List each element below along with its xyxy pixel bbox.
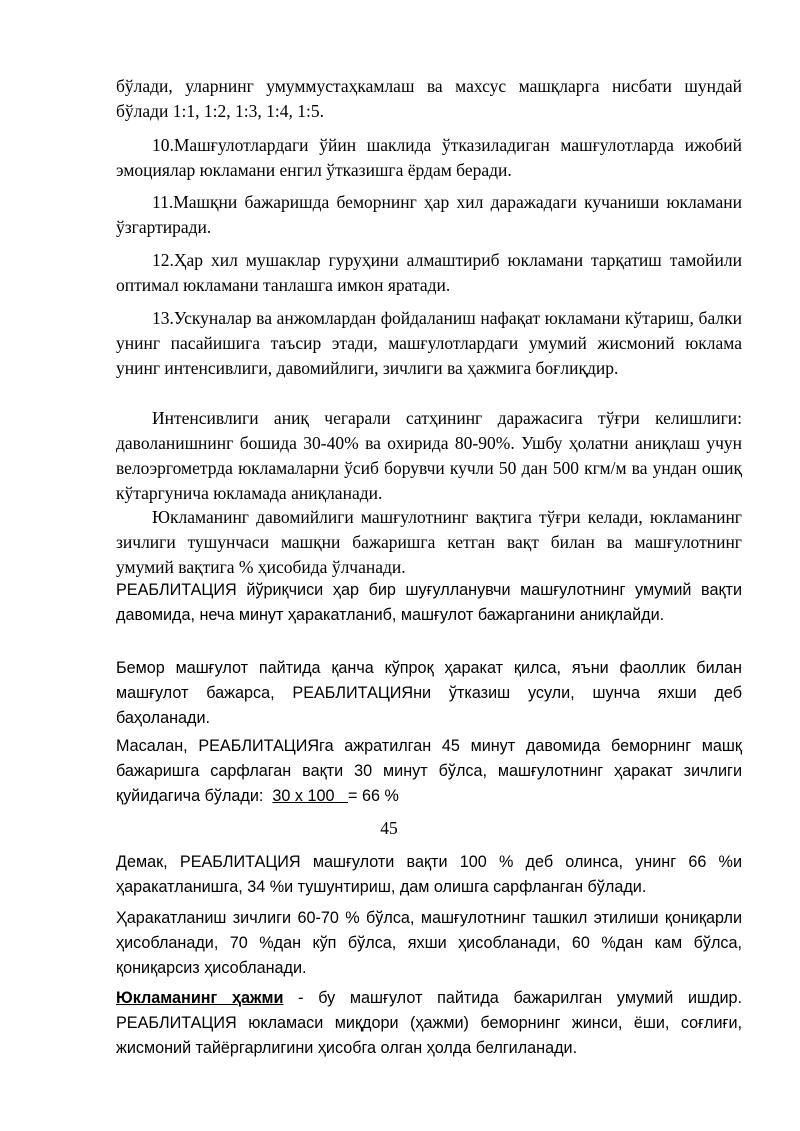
paragraph-item-11: 11.Машқни бажаришда беморнинг ҳар хил даражадаги кучаниши юкламани ўзгартиради. [116,192,742,237]
formula-numerator: 30 х 100 [272,787,335,805]
volume-term: Юкламанинг ҳажми [116,989,284,1007]
paragraph-movement-density: Ҳаракатланиш зичлиги 60-70 % бўлса, машғулотнинг ташкил этилиши қониқарли ҳисобланади, 70 %дан кўп бўлса, яхши ҳисобланади, 60 %дан кам бўлса, қониқарсиз ҳисобланади. [116,909,742,977]
formula-underline-gap [335,787,349,805]
volume-text: - бу машғулот пайтида бажарилган умумий ишдир. РЕАБЛИТАЦИЯ юкламаси миқдори (ҳажми) беморнинг жинси, ёши, соғлиғи, жисмоний тайёргарлигини ҳисобга олган ҳолда белгиланади. [116,989,742,1057]
paragraph-item-13: 13.Ускуналар ва анжомлардан фойдаланиш нафақат юкламани кўтариш, балки унинг пасайишига таъсир этади, машғулотлардаги умумий жисмоний юклама унинг интенсивлиги, давомийлиги, зичлиги ва ҳажмига боғлиқдир. [116,308,742,378]
example-text: Масалан, РЕАБЛИТАЦИЯга ажратилган 45 минут давомида беморнинг машқ бажаришга сарфлаган вақти 30 минут бўлса, машғулотнинг ҳаракат зичлиги қуйидагича бўлади: [116,737,742,805]
paragraph-ratio: бўлади, уларнинг умуммустаҳкамлаш ва махсус машқларга нисбати шундай бўлади 1:1, 1:2, 1:3, 1:4, 1:5. [116,76,742,121]
paragraph-thus: Демак, РЕАБЛИТАЦИЯ машғулоти вақти 100 % деб олинса, унинг 66 %и ҳаракатланишга, 34 %и тушунтириш, дам олишга сарфланган бўлади. [116,853,742,896]
paragraph-item-12: 12.Ҳар хил мушаклар гуруҳини алмаштириб юкламани тарқатиш тамойили оптимал юкламани танлашга имкон яратади. [116,250,742,295]
paragraph-rehab-leader: РЕАБЛИТАЦИЯ йўриқчиси ҳар бир шуғулланувчи машғулотнинг умумий вақти давомида, неча минут ҳаракатланиб, машғулот бажарганини аниқлайди. [116,581,742,624]
formula-denominator: 45 [380,818,398,838]
paragraph-duration: Юкламанинг давомийлиги машғулотнинг вақтига тўғри келади, юкламанинг зичлиги тушунчаси машқни бажаришга кетган вақт билан ва машғулотнинг умумий вақтига % ҳисобида ўлчанади. [116,507,742,577]
formula-result: = 66 % [348,787,399,805]
paragraph-patient-activity: Бемор машғулот пайтида қанча кўпроқ ҳаракат қилса, яъни фаоллик билан машғулот бажарса, РЕАБЛИТАЦИЯни ўтказиш усули, шунча яхши деб баҳоланади. [116,659,742,727]
paragraph-item-10: 10.Машғулотлардаги ўйин шаклида ўтказиладиган машғулотларда ижобий эмоциялар юкламани енгил ўтказишга ёрдам беради. [116,135,742,180]
paragraph-example [116,734,742,809]
paragraph-intensity: Интенсивлиги аниқ чегарали сатҳининг даражасига тўғри келишлиги: даволанишнинг бошида 30-40% ва охирида 80-90%. Ушбу ҳолатни аниқлаш учун велоэргометрда юкламаларни ўсиб борувчи кучли 50 дан 500 кгм/м ва ундан ошиқ кўтаргунича юкламада аниқланади. [116,408,742,503]
paragraph-volume [116,986,742,1061]
